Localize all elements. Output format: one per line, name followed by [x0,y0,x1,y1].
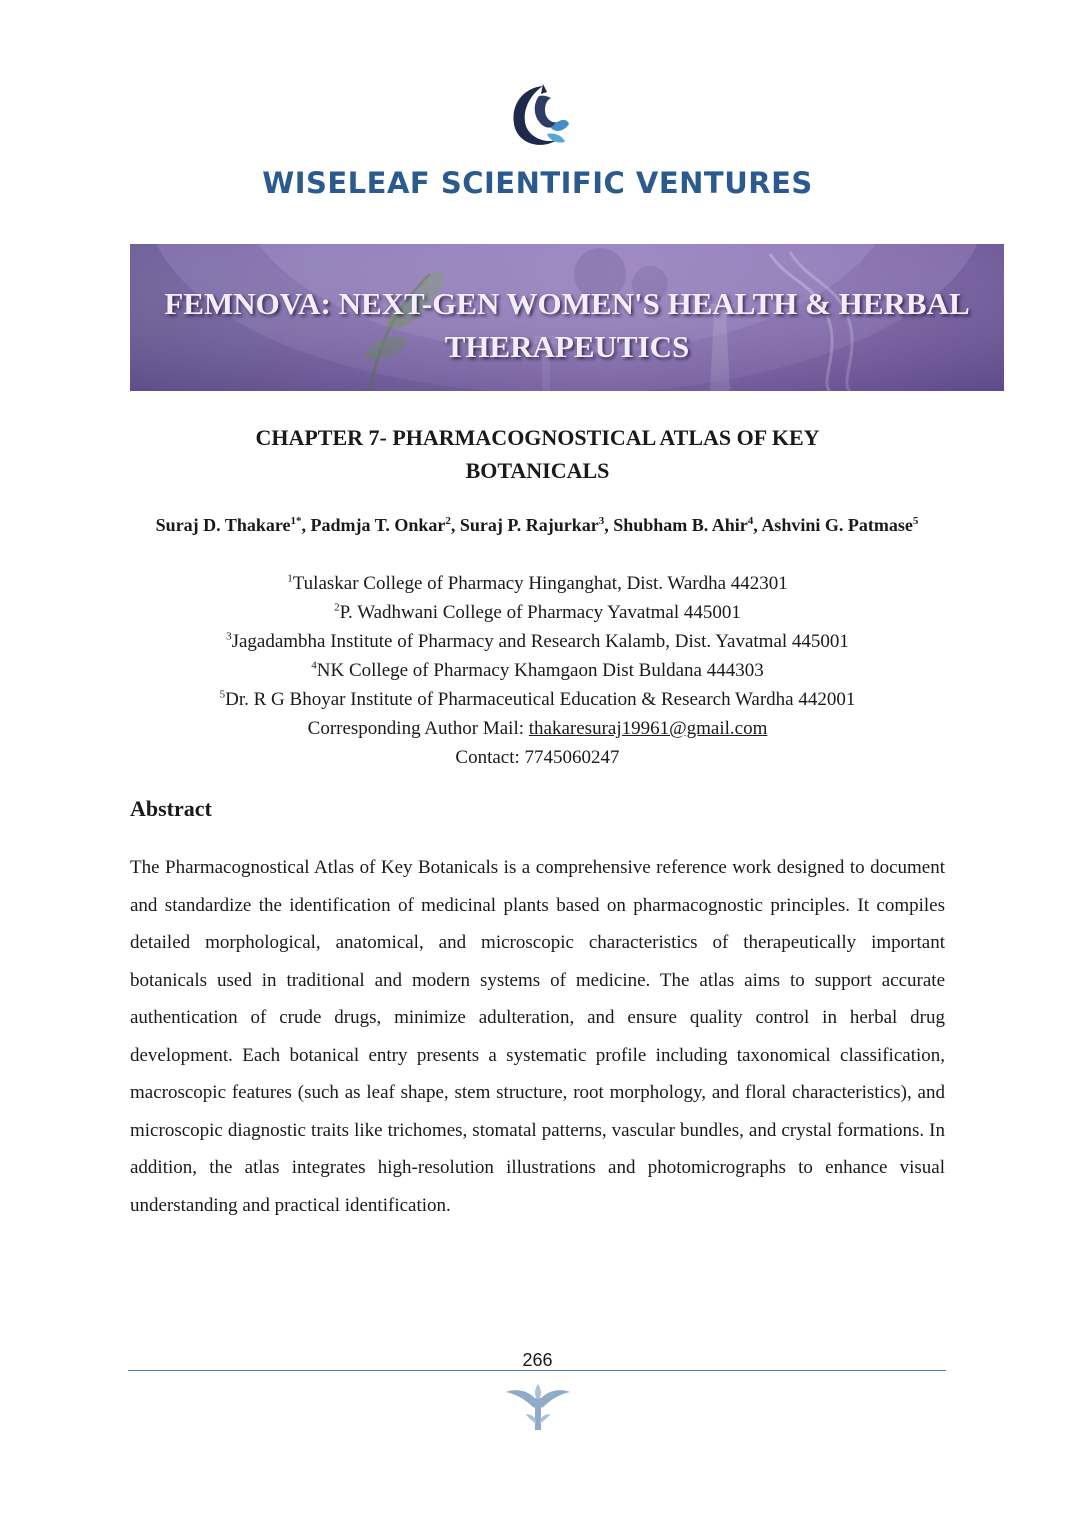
publisher-name: WISELEAF SCIENTIFIC VENTURES [262,166,813,200]
affiliation-text: P. Wadhwani College of Pharmacy Yavatmal 445001 [339,602,741,623]
affiliation-text: Jagadambha Institute of Pharmacy and Research Kalamb, Dist. Yavatmal 445001 [231,631,849,652]
corresponding-author-label: Corresponding Author Mail: [307,718,529,739]
contact-number: Contact: 7745060247 [455,747,620,768]
author-affiliation-mark: 5 [912,515,919,527]
corresponding-author [100,714,975,743]
affiliation-2 [100,598,975,627]
footer-divider [128,1370,946,1371]
affiliation-mark: 4 [311,659,317,672]
author-affiliation-mark: 1* [290,515,302,527]
affiliation-mark: 1 [287,572,293,585]
affiliation-5 [100,685,975,714]
chapter-title-line-1: CHAPTER 7- PHARMACOGNOSTICAL ATLAS OF KEY [255,425,820,450]
leaf-deity-logo-icon [503,78,571,152]
author-affiliation-mark: 3 [598,515,605,527]
book-title-banner [130,244,1004,391]
affiliation-mark: 3 [226,630,232,643]
leaf-emblem-icon [506,1384,570,1430]
affiliation-4 [100,656,975,685]
author-name: Suraj D. Thakare [155,515,291,535]
affiliation-text: NK College of Pharmacy Khamgaon Dist Buldana 444303 [316,660,764,681]
author-separator: , [301,515,311,535]
book-title-line-2: THERAPEUTICS [444,329,690,364]
abstract-body: The Pharmacognostical Atlas of Key Botanicals is a comprehensive reference work designed to document and standardize the identification of medicinal plants based on pharmacognostic principles. It compiles detailed morphological, anatomical, and microscopic characteristics of therapeutically important botanicals used in traditional and modern systems of medicine. The atlas aims to support accurate authentication of crude drugs, minimize adulteration, and ensure quality control in herbal drug development. Each botanical entry presents a systematic profile including taxonomical classification, macroscopic features (such as leaf shape, stem structure, root morphology, and floral characteristics), and microscopic diagnostic traits like trichomes, stomatal patterns, vascular bundles, and crystal formations. In addition, the atlas integrates high-resolution illustrations and photomicrographs to enhance visual understanding and practical identification. [130,857,945,1216]
affiliation-mark: 5 [219,688,226,701]
author-name: Ashvini G. Patmase [761,515,913,535]
author-separator: , [450,515,460,535]
author-affiliation-mark: 4 [747,515,754,527]
affiliation-list [100,569,975,772]
book-title-line-1: FEMNOVA: NEXT-GEN WOMEN'S HEALTH & HERBAL [164,286,970,321]
affiliation-1 [100,569,975,598]
author-affiliation-mark: 2 [445,515,451,527]
author-name: Padmja T. Onkar [310,515,446,535]
affiliation-3 [100,627,975,656]
affiliation-text: Dr. R G Bhoyar Institute of Pharmaceutical Education & Research Wardha 442001 [225,689,856,710]
chapter-title-line-2: BOTANICALS [465,458,610,483]
author-name: Shubham B. Ahir [613,515,748,535]
affiliation-mark: 2 [334,601,340,614]
author-name: Suraj P. Rajurkar [459,515,599,535]
corresponding-author-email-link[interactable]: thakaresuraj19961@gmail.com [528,718,768,739]
author-separator: , [604,515,614,535]
author-list [128,512,946,538]
affiliation-text: Tulaskar College of Pharmacy Hinganghat, Dist. Wardha 442301 [292,573,788,594]
abstract-heading: Abstract [130,796,212,821]
page-number: 266 [522,1350,553,1370]
book-title [130,282,1004,368]
author-separator: , [753,515,762,535]
chapter-title [180,421,895,487]
